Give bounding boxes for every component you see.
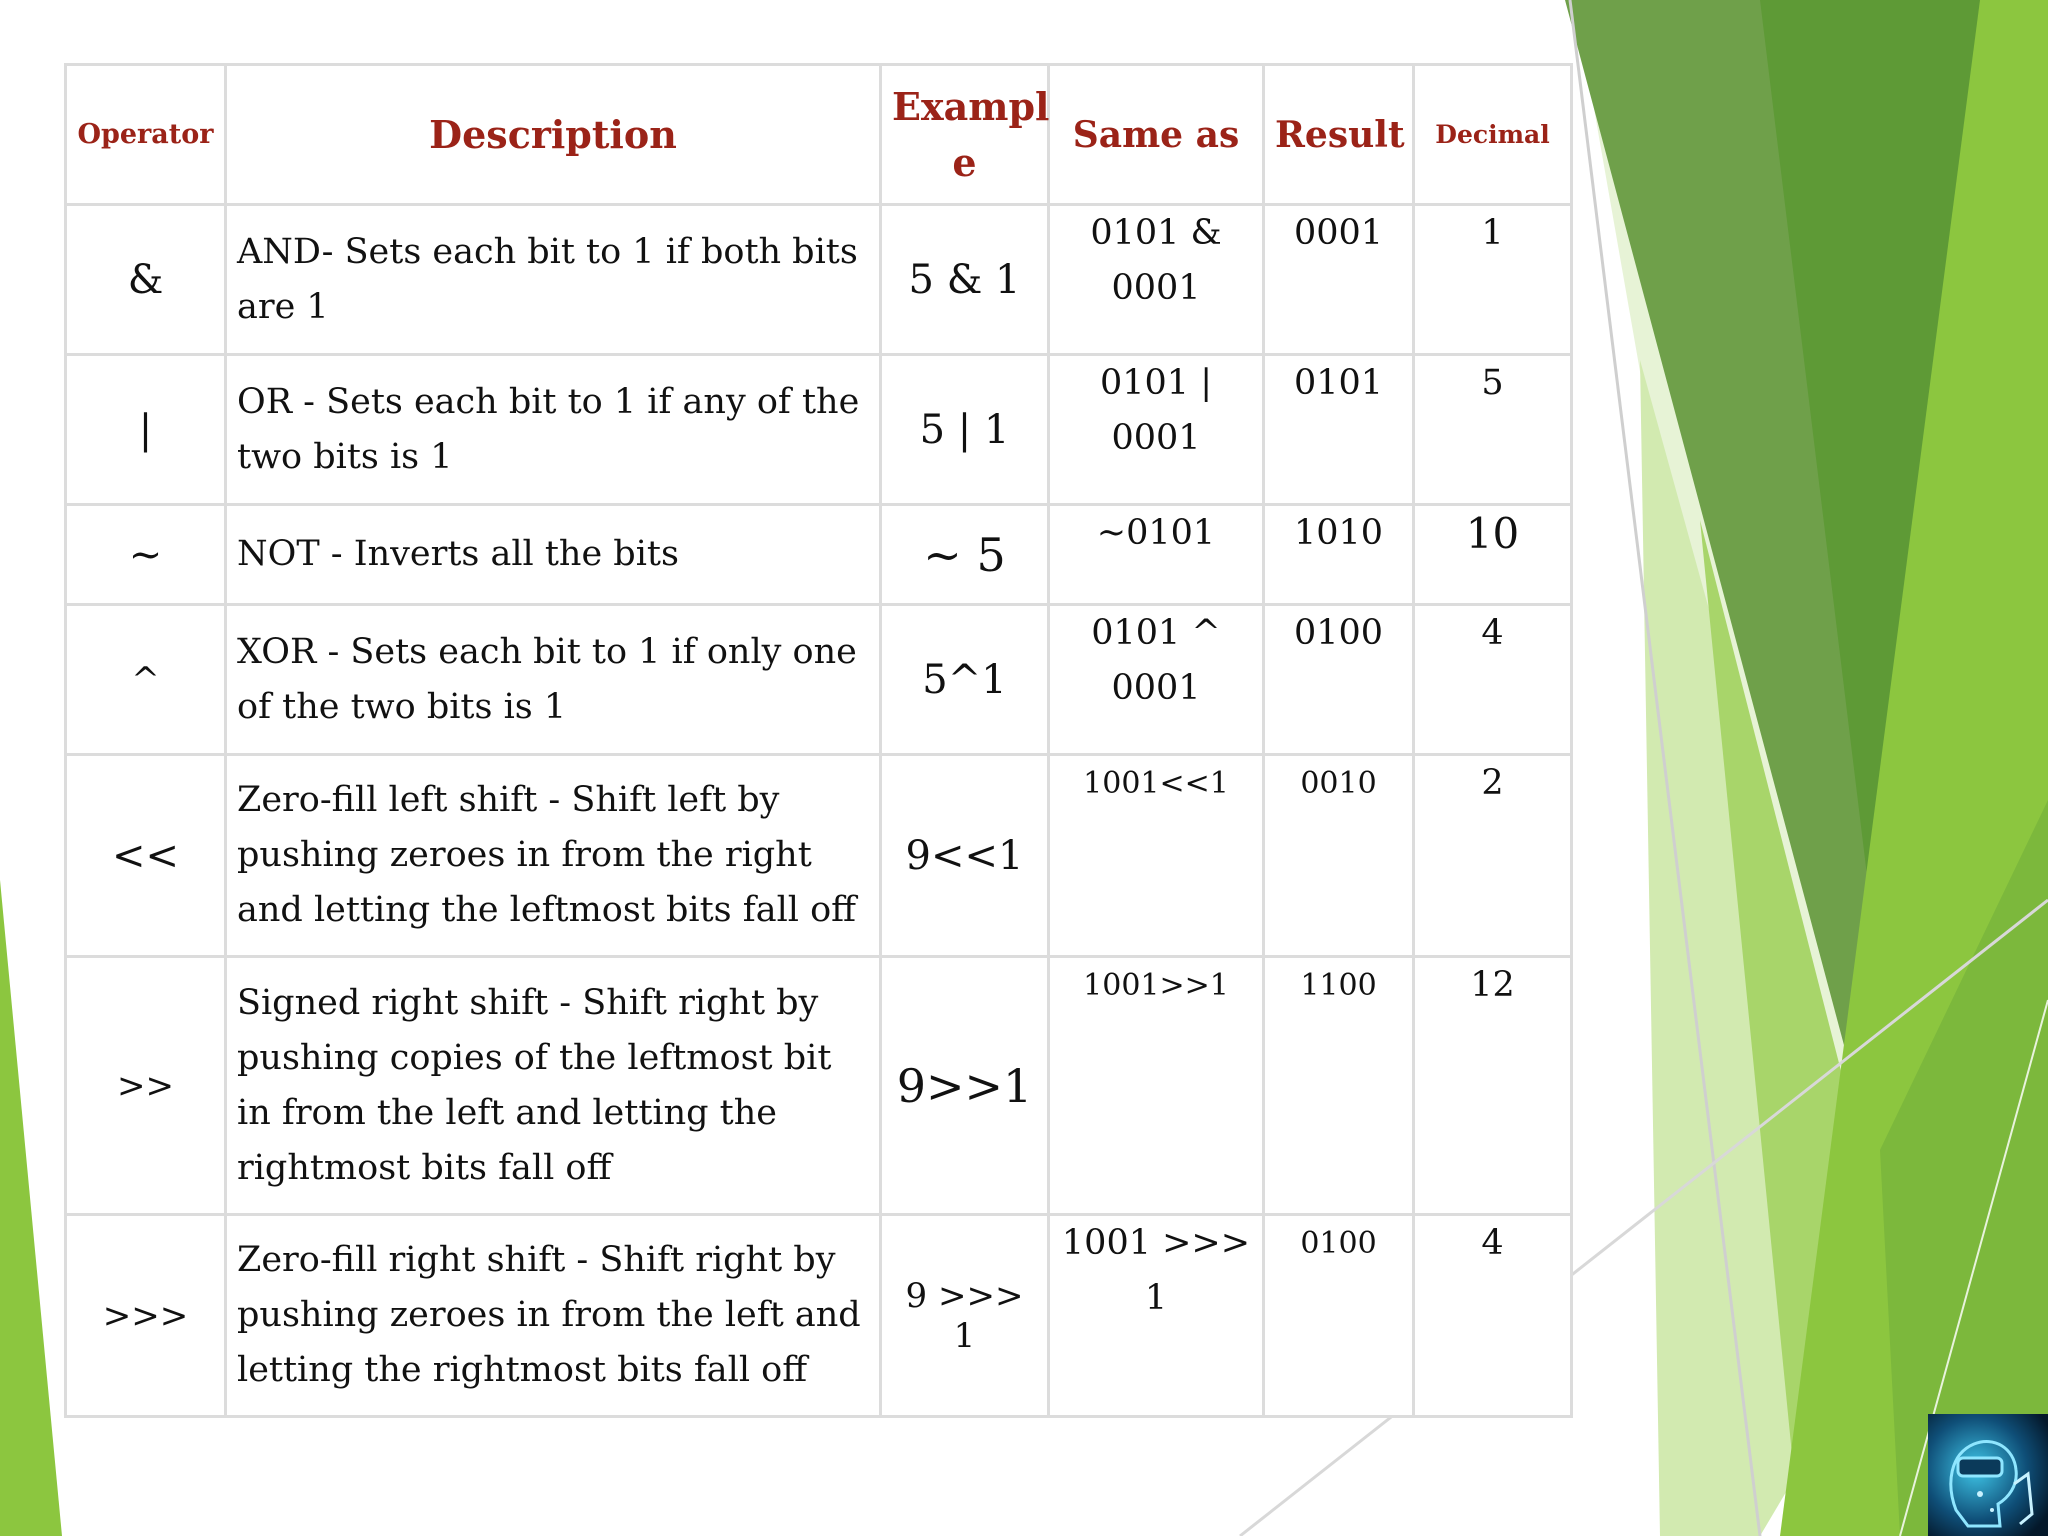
cell-decimal: 4	[1414, 1215, 1572, 1417]
table-row	[66, 355, 1572, 505]
left-green-triangle	[0, 880, 62, 1536]
cell-same-as: 0101 & 0001	[1049, 205, 1264, 355]
cell-result: 0001	[1264, 205, 1414, 355]
cell-decimal: 1	[1414, 205, 1572, 355]
cell-same-as: ~0101	[1049, 505, 1264, 605]
header-result: Result	[1264, 65, 1414, 205]
cell-same-as: 1001 >>> 1	[1049, 1215, 1264, 1417]
cell-result: 0100	[1264, 1215, 1414, 1417]
cell-operator: <<	[66, 755, 226, 957]
cell-result: 1100	[1264, 957, 1414, 1215]
cell-example: ~ 5	[881, 505, 1049, 605]
cell-result: 0100	[1264, 605, 1414, 755]
header-operator: Operator	[66, 65, 226, 205]
cell-description: OR - Sets each bit to 1 if any of the two bits is 1	[226, 355, 881, 505]
bitwise-operators-table	[64, 63, 1573, 1418]
cell-decimal: 10	[1414, 505, 1572, 605]
cell-description: Signed right shift - Shift right by pushing copies of the leftmost bit in from the left and letting the rightmost bits fall off	[226, 957, 881, 1215]
table-row	[66, 957, 1572, 1215]
table-row	[66, 505, 1572, 605]
cell-result: 0010	[1264, 755, 1414, 957]
header-description: Description	[226, 65, 881, 205]
table-row	[66, 755, 1572, 957]
cell-operator: >>>	[66, 1215, 226, 1417]
cell-same-as: 1001<<1	[1049, 755, 1264, 957]
cell-description: Zero-fill left shift - Shift left by pushing zeroes in from the right and letting the leftmost bits fall off	[226, 755, 881, 957]
cell-decimal: 12	[1414, 957, 1572, 1215]
header-same-as: Same as	[1049, 65, 1264, 205]
cell-operator: ~	[66, 505, 226, 605]
cell-description: AND- Sets each bit to 1 if both bits are 1	[226, 205, 881, 355]
header-decimal: Decimal	[1414, 65, 1572, 205]
cell-description: Zero-fill right shift - Shift right by pushing zeroes in from the left and letting the rightmost bits fall off	[226, 1215, 881, 1417]
cell-example: 5^1	[881, 605, 1049, 755]
cell-example: 5 & 1	[881, 205, 1049, 355]
cell-operator: ^	[66, 605, 226, 755]
cell-operator: |	[66, 355, 226, 505]
cell-same-as: 0101 | 0001	[1049, 355, 1264, 505]
cell-description: XOR - Sets each bit to 1 if only one of the two bits is 1	[226, 605, 881, 755]
cell-result: 1010	[1264, 505, 1414, 605]
cell-decimal: 2	[1414, 755, 1572, 957]
cell-example: 9>>1	[881, 957, 1049, 1215]
cell-description: NOT - Inverts all the bits	[226, 505, 881, 605]
table-row	[66, 205, 1572, 355]
table-header-row	[66, 65, 1572, 205]
cell-result: 0101	[1264, 355, 1414, 505]
vr-head-logo-icon	[1928, 1414, 2048, 1536]
cell-decimal: 4	[1414, 605, 1572, 755]
cell-example: 5 | 1	[881, 355, 1049, 505]
table-row	[66, 605, 1572, 755]
cell-operator: >>	[66, 957, 226, 1215]
header-example: Exampl e	[881, 65, 1049, 205]
cell-operator: &	[66, 205, 226, 355]
table-row	[66, 1215, 1572, 1417]
cell-example: 9<<1	[881, 755, 1049, 957]
cell-same-as: 1001>>1	[1049, 957, 1264, 1215]
cell-same-as: 0101 ^ 0001	[1049, 605, 1264, 755]
cell-decimal: 5	[1414, 355, 1572, 505]
cell-example: 9 >>> 1	[881, 1215, 1049, 1417]
